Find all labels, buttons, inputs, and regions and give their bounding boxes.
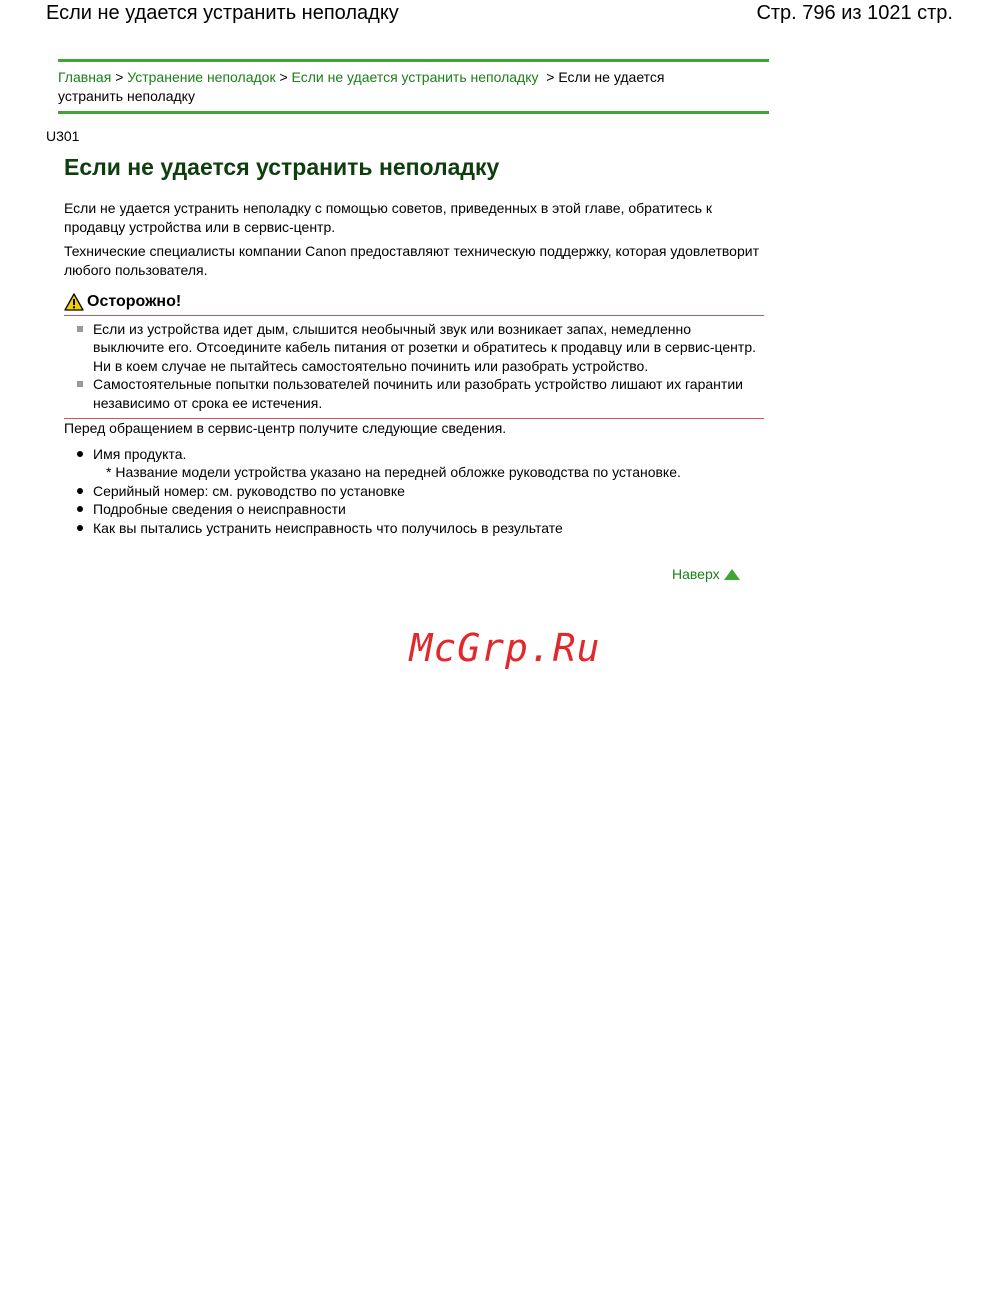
breadcrumb-separator: > [279, 69, 288, 85]
warning-icon [64, 293, 84, 311]
list-item [93, 500, 764, 519]
breadcrumb-link-cannot-resolve[interactable]: Если не удается устранить неполадку [291, 69, 539, 85]
list-item [93, 519, 764, 538]
main-content [64, 199, 764, 537]
breadcrumb-separator: > [115, 69, 124, 85]
intro-paragraph: Если не удается устранить неполадку с помощью советов, приведенных в этой главе, обратитесь к продавцу устройства или в сервис-центр. [64, 200, 713, 235]
back-to-top-link[interactable] [672, 566, 740, 582]
breadcrumb-current: Если не удается [558, 69, 665, 85]
square-bullet-icon [77, 326, 83, 332]
info-item-text: Имя продукта. [93, 445, 187, 462]
caution-header [64, 293, 764, 312]
caution-item-text: Самостоятельные попытки пользователей починить или разобрать устройство лишают их гарантии независимо от срока ее истечения. [93, 376, 743, 411]
info-item-text: Как вы пытались устранить неисправность что получилось в результате [93, 519, 563, 536]
info-item-text: Серийный номер: см. руководство по установке [93, 482, 405, 499]
back-to-top-label: Наверх [672, 566, 720, 582]
bullet-icon [77, 506, 83, 512]
breadcrumb [58, 59, 769, 114]
breadcrumb-current-cont: устранить неполадку [58, 88, 195, 104]
bullet-icon [77, 451, 83, 457]
list-item [93, 482, 764, 501]
page-number: Стр. 796 из 1021 стр. [756, 2, 953, 24]
watermark: McGrp.Ru [409, 626, 601, 670]
list-item [93, 445, 764, 482]
caution-title: Осторожно! [87, 293, 182, 310]
page-code: U301 [46, 128, 80, 144]
intro-paragraph: Технические специалисты компании Canon предоставляют техническую поддержку, которая удовлетворит любого пользователя. [64, 243, 759, 278]
caution-item-text: Если из устройства идет дым, слышится необычный звук или возникает запах, немедленно выключите его. Отсоедините кабель питания от розетки и обратитесь к продавцу или в сервис-центр. Ни в коем случае не пытайтесь самостоятельно починить или разобрать устройство. [93, 320, 757, 374]
breadcrumb-link-home[interactable]: Главная [58, 69, 112, 85]
bullet-icon [77, 488, 83, 494]
info-intro: Перед обращением в сервис-центр получите следующие сведения. [64, 420, 507, 436]
list-item [93, 320, 764, 376]
arrow-up-icon [724, 569, 740, 580]
bullet-icon [77, 525, 83, 531]
page-title: Если не удается устранить неполадку [64, 154, 500, 180]
breadcrumb-link-troubleshooting[interactable]: Устранение неполадок [127, 69, 276, 85]
info-item-note: * Название модели устройства указано на передней обложке руководства по установке. [106, 464, 681, 480]
list-item [93, 375, 764, 412]
info-list [64, 445, 764, 538]
document-header-title: Если не удается устранить неполадку [46, 2, 399, 24]
caution-box [64, 315, 764, 420]
square-bullet-icon [77, 381, 83, 387]
breadcrumb-separator: > [546, 69, 555, 85]
caution-list [64, 320, 764, 413]
info-item-text: Подробные сведения о неисправности [93, 501, 346, 517]
